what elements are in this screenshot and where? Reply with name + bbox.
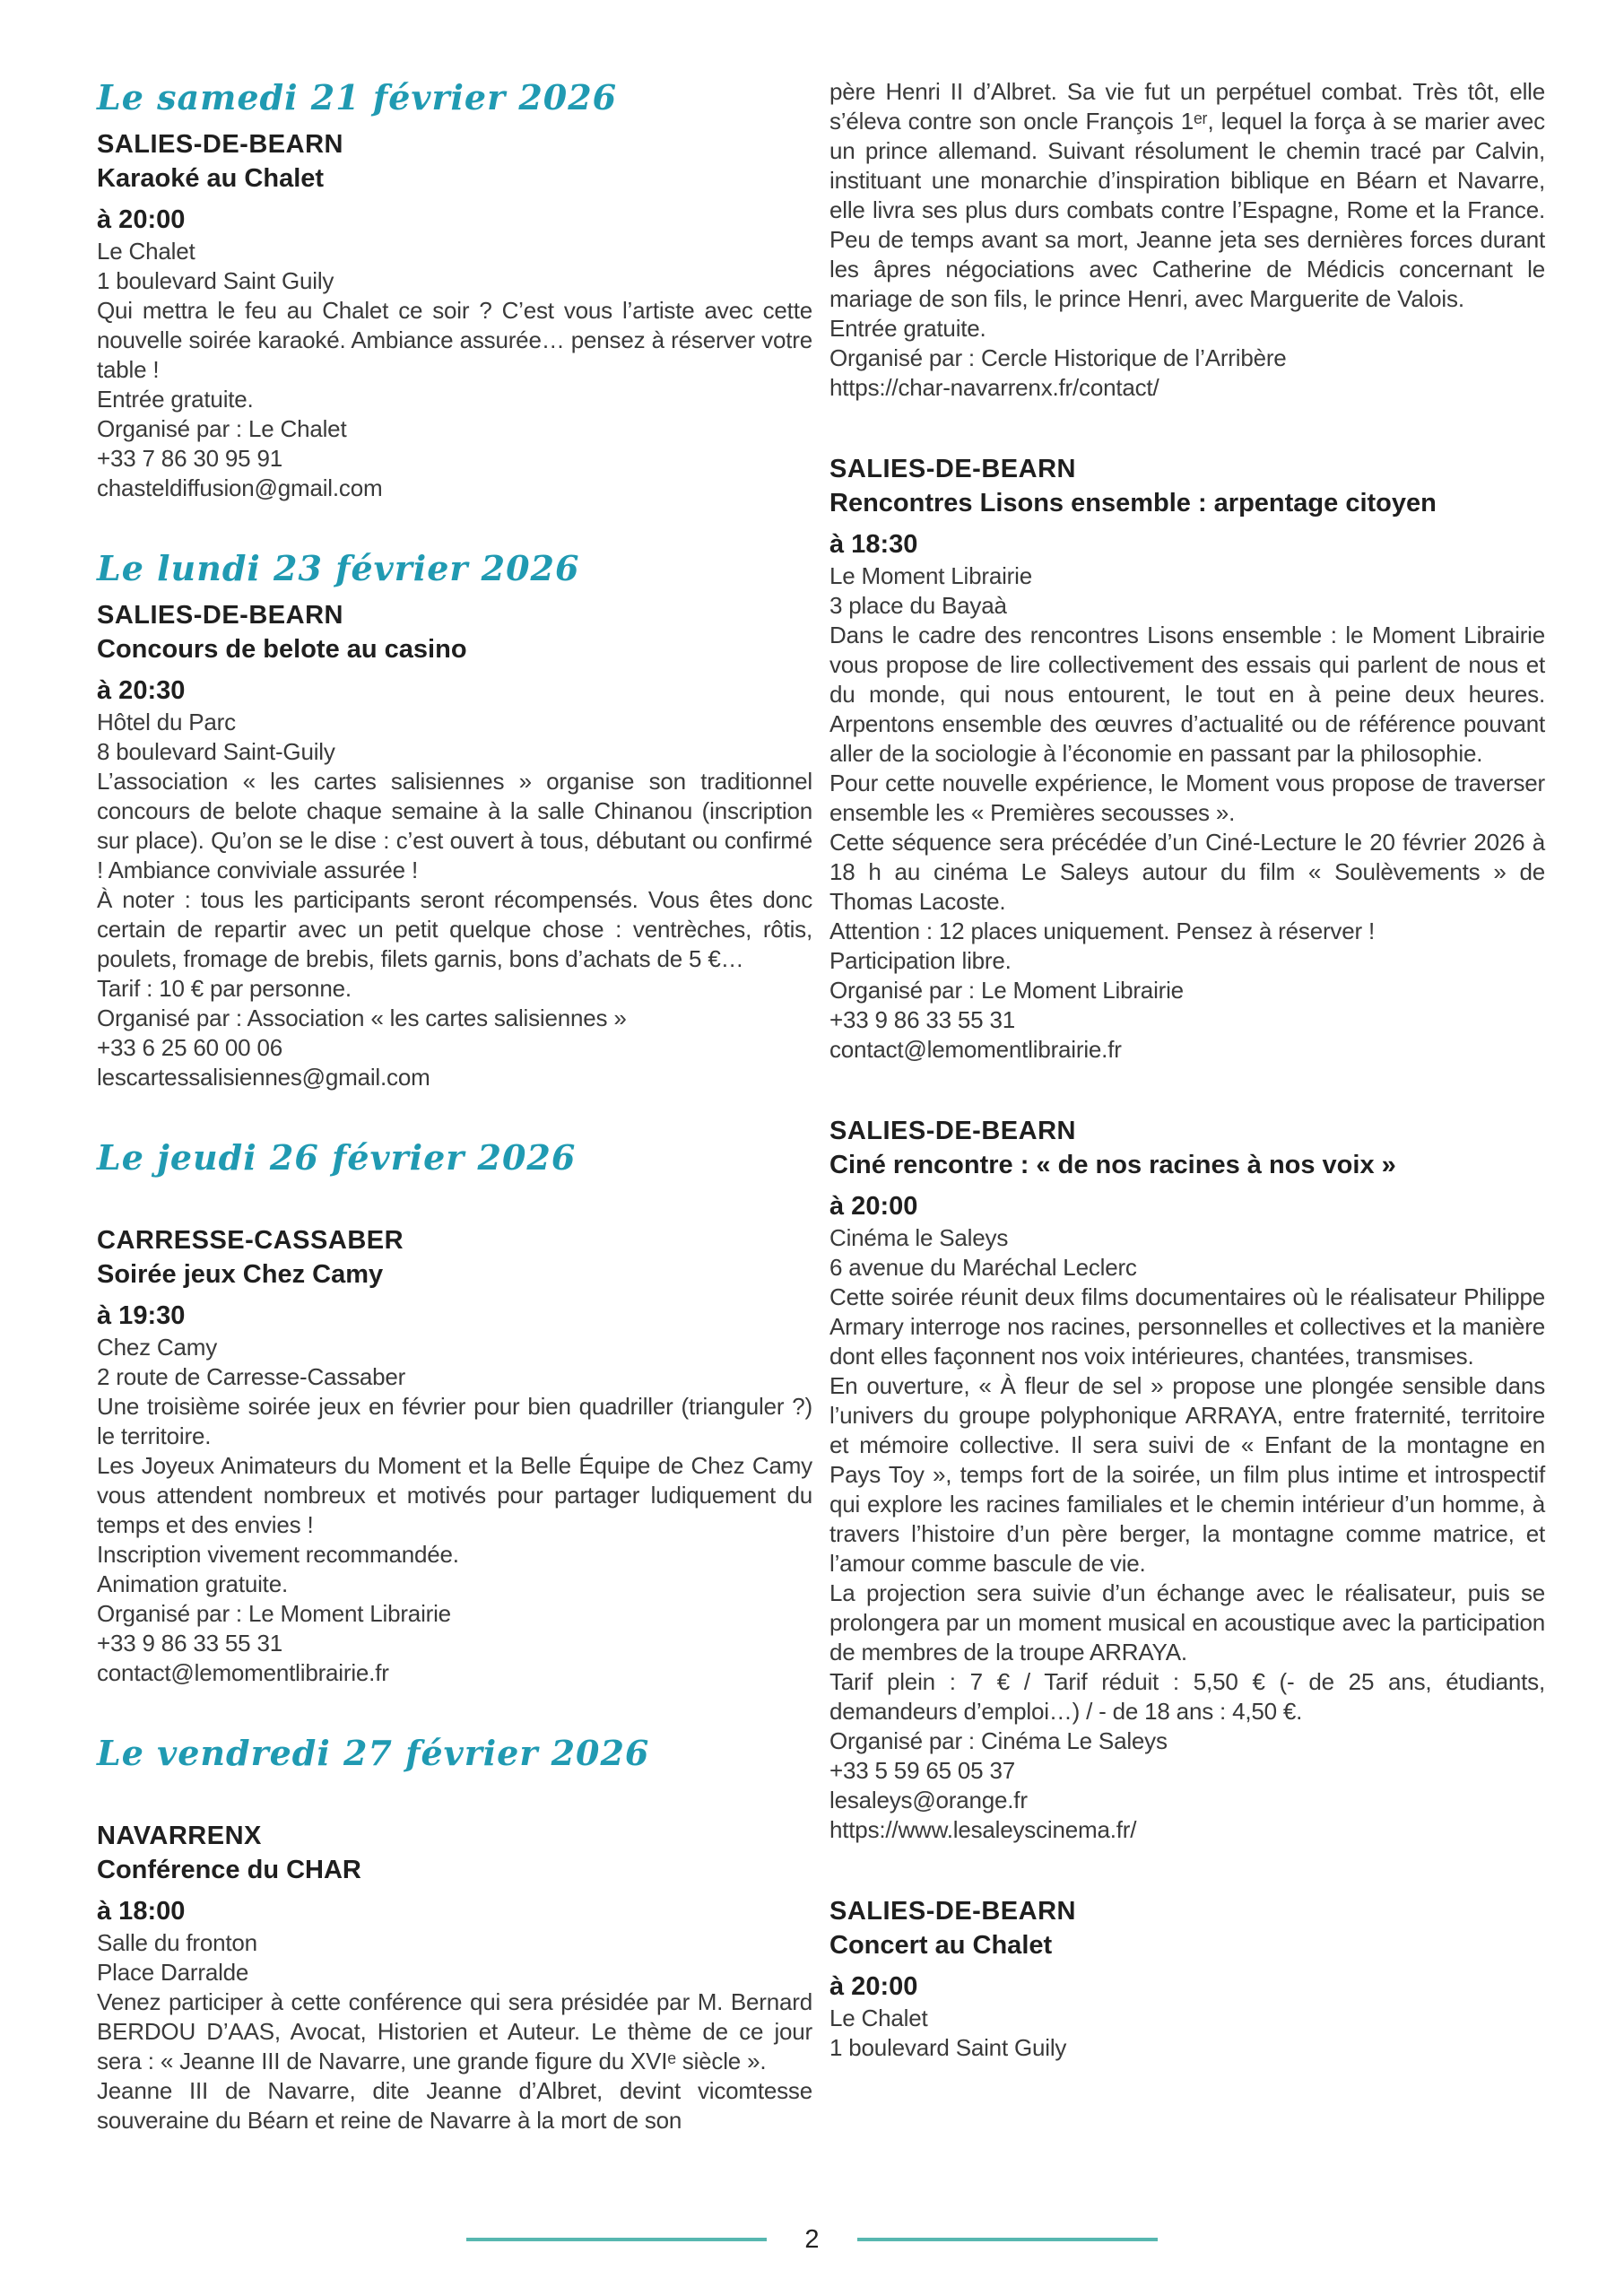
date-heading: Le lundi 23 février 2026 <box>97 548 580 588</box>
date-heading: Le samedi 21 février 2026 <box>97 77 618 117</box>
event-description: Cette séquence sera précédée d’un Ciné-Lecture le 20 février 2026 à 18 h au cinéma Le Saleys autour du film « Soulèvements » de Thomas Lacoste. <box>829 829 1545 915</box>
event-detail-line: 3 place du Bayaà <box>829 592 1007 619</box>
spacer <box>97 1187 812 1223</box>
event-detail-line: Le Chalet <box>97 238 195 265</box>
event-city: CARRESSE-CASSABER <box>97 1226 404 1255</box>
date-heading: Le jeudi 26 février 2026 <box>97 1137 577 1178</box>
event-title: Soirée jeux Chez Camy <box>97 1260 384 1289</box>
event-description: Les Joyeux Animateurs du Moment et la Belle Équipe de Chez Camy vous attendent nombreux et motivés pour partager ludiquement du temps et des envies ! <box>97 1452 812 1538</box>
event-time: à 20:00 <box>829 1972 918 2001</box>
column-right <box>829 77 1545 2063</box>
event-detail-line: Participation libre. <box>829 947 1012 974</box>
event-detail-line: Entrée gratuite. <box>829 315 986 342</box>
event-detail-line: contact@lemomentlibrairie.fr <box>97 1659 389 1686</box>
spacer <box>97 1688 812 1733</box>
spacer <box>97 503 812 548</box>
event-time: à 20:30 <box>97 676 186 705</box>
footer-rule-left <box>466 2238 767 2241</box>
event-detail-line: Entrée gratuite. <box>97 386 254 413</box>
event-detail-line: +33 7 86 30 95 91 <box>97 445 282 472</box>
event-detail-line: Organisé par : Le Moment Librairie <box>97 1600 451 1627</box>
event-detail-line: Inscription vivement recommandée. <box>97 1541 459 1568</box>
event-detail-line: Animation gratuite. <box>97 1570 288 1597</box>
event-description: L’association « les cartes salisiennes » organise son traditionnel concours de belote chaque semaine à la salle Chinanou (inscription sur place). Qu’on se le dise : c’est ouvert à tous, débutant ou confirmé ! Ambiance conviviale assurée ! <box>97 768 812 883</box>
page-footer <box>0 2226 1624 2253</box>
event-detail-line: 1 boulevard Saint Guily <box>829 2034 1067 2061</box>
event-title: Karaoké au Chalet <box>97 164 325 193</box>
event-time: à 18:00 <box>97 1897 186 1926</box>
date-heading: Le vendredi 27 février 2026 <box>97 1733 650 1773</box>
event-city: NAVARRENX <box>97 1822 262 1850</box>
event-time: à 20:00 <box>97 205 186 234</box>
event-title: Rencontres Lisons ensemble : arpentage citoyen <box>829 489 1437 517</box>
spacer <box>97 1092 812 1137</box>
page-number: 2 <box>804 2225 820 2254</box>
event-detail-line: +33 6 25 60 00 06 <box>97 1034 282 1061</box>
event-detail-line: Place Darralde <box>97 1959 249 1986</box>
event-title: Conférence du CHAR <box>97 1856 361 1884</box>
event-time: à 18:30 <box>829 530 918 559</box>
event-city: SALIES-DE-BEARN <box>829 1897 1076 1926</box>
event-description: Pour cette nouvelle expérience, le Moment vous propose de traverser ensemble les « Premières secousses ». <box>829 770 1545 826</box>
event-detail-line: contact@lemomentlibrairie.fr <box>829 1036 1122 1063</box>
event-detail-line: 1 boulevard Saint Guily <box>97 267 334 294</box>
event-detail-line: Le Chalet <box>829 2005 928 2031</box>
event-title: Ciné rencontre : « de nos racines à nos voix » <box>829 1151 1396 1179</box>
event-detail-line: Salle du fronton <box>97 1929 257 1956</box>
event-description: Venez participer à cette conférence qui sera présidée par M. Bernard BERDOU D’AAS, Avocat, Historien et Auteur. Le thème de ce jour sera : « Jeanne III de Navarre, une grande figure du XVIᵉ siècle ». <box>97 1988 812 2074</box>
event-detail-line: Le Moment Librairie <box>829 562 1032 589</box>
event-detail-line: Organisé par : Cinéma Le Saleys <box>829 1727 1168 1754</box>
event-detail-line: +33 5 59 65 05 37 <box>829 1757 1015 1784</box>
event-detail-line: Chez Camy <box>97 1334 218 1361</box>
event-description: Cette soirée réunit deux films documentaires où le réalisateur Philippe Armary interroge nos racines, personnelles et collectives et la manière dont elles façonnent nos voix intérieures, chantées, transmises. <box>829 1283 1545 1370</box>
event-detail-line: +33 9 86 33 55 31 <box>829 1006 1015 1033</box>
event-description: À noter : tous les participants seront récompensés. Vous êtes donc certain de repartir avec un petit quelque chose : ventrèches, rôtis, poulets, fromage de brebis, filets garnis, bons d’achats de 5 €… <box>97 886 812 972</box>
spacer <box>829 403 1545 452</box>
event-detail-line: 8 boulevard Saint-Guily <box>97 738 335 765</box>
event-time: à 20:00 <box>829 1192 918 1221</box>
event-title: Concert au Chalet <box>829 1931 1053 1960</box>
event-detail-line: Organisé par : Le Chalet <box>97 415 347 442</box>
event-time: à 19:30 <box>97 1301 186 1330</box>
event-detail-line: Organisé par : Cercle Historique de l’Arribère <box>829 344 1287 371</box>
event-detail-line: Organisé par : Le Moment Librairie <box>829 977 1184 1004</box>
spacer <box>829 1845 1545 1894</box>
event-description: Dans le cadre des rencontres Lisons ensemble : le Moment Librairie vous propose de lire collectivement des essais qui parlent de nous et du monde, qui nous entourent, le tout en à peine deux heures. Arpentons ensemble des œuvres d’actualité ou de référence pouvant aller de la sociologie à l’économie en passant par la philosophie. <box>829 622 1545 767</box>
event-detail-line: Tarif : 10 € par personne. <box>97 975 352 1002</box>
event-detail-line: +33 9 86 33 55 31 <box>97 1630 282 1657</box>
event-city: SALIES-DE-BEARN <box>829 1117 1076 1145</box>
event-detail-line: 2 route de Carresse-Cassaber <box>97 1363 406 1390</box>
event-detail-line: Cinéma le Saleys <box>829 1224 1009 1251</box>
event-detail-line: lescartessalisiennes@gmail.com <box>97 1064 430 1091</box>
event-detail-line: 6 avenue du Maréchal Leclerc <box>829 1254 1137 1281</box>
event-description: Tarif plein : 7 € / Tarif réduit : 5,50 € (- de 25 ans, étudiants, demandeurs d’emploi…) / - de 18 ans : 4,50 €. <box>829 1668 1545 1725</box>
event-detail-line: Organisé par : Association « les cartes salisiennes » <box>97 1004 627 1031</box>
event-description: Jeanne III de Navarre, dite Jeanne d’Albret, devint vicomtesse souveraine du Béarn et reine de Navarre à la mort de son <box>97 2077 812 2134</box>
event-description: Une troisième soirée jeux en février pour bien quadriller (trianguler ?) le territoire. <box>97 1393 812 1449</box>
event-description: Attention : 12 places uniquement. Pensez à réserver ! <box>829 918 1375 944</box>
footer-rule-right <box>857 2238 1158 2241</box>
column-left <box>97 77 812 2135</box>
event-description: Qui mettra le feu au Chalet ce soir ? C’est vous l’artiste avec cette nouvelle soirée karaoké. Ambiance assurée… pensez à réserver votre table ! <box>97 297 812 383</box>
event-detail-line: Hôtel du Parc <box>97 709 236 735</box>
event-detail-line: lesaleys@orange.fr <box>829 1787 1028 1813</box>
event-description: La projection sera suivie d’un échange avec le réalisateur, puis se prolongera par un moment musical en acoustique avec la participation de membres de la troupe ARRAYA. <box>829 1579 1545 1665</box>
event-description: En ouverture, « À fleur de sel » propose une plongée sensible dans l’univers du groupe polyphonique ARRAYA, entre fraternité, territoire et mémoire collective. Il sera suivi de « Enfant de la montagne en Pays Toy », temps fort de la soirée, un film plus intime et introspectif qui explore les racines familiales et le chemin intérieur d’un homme, à travers l’histoire d’un père berger, la montagne comme matrice, et l’amour comme bascule de vie. <box>829 1372 1545 1577</box>
event-city: SALIES-DE-BEARN <box>97 130 343 159</box>
spacer <box>97 1783 812 1819</box>
event-description: père Henri II d’Albret. Sa vie fut un perpétuel combat. Très tôt, elle s’éleva contre son oncle François 1ᵉʳ, lequel la força à se marier avec un prince allemand. Suivant résolument le chemin tracé par Calvin, instituant une monarchie d’inspiration biblique en Béarn et Navarre, elle livra ses plus durs combats contre l’Espagne, Rome et la France. Peu de temps avant sa mort, Jeanne jeta ses dernières forces durant les âpres négociations avec Catherine de Médicis concernant le mariage de son fils, le prince Henri, avec Marguerite de Valois. <box>829 78 1545 312</box>
event-detail-line: chasteldiffusion@gmail.com <box>97 474 383 501</box>
event-title: Concours de belote au casino <box>97 635 467 664</box>
event-detail-line: https://char-navarrenx.fr/contact/ <box>829 374 1159 401</box>
event-city: SALIES-DE-BEARN <box>829 455 1076 483</box>
event-detail-line: https://www.lesaleyscinema.fr/ <box>829 1816 1137 1843</box>
event-city: SALIES-DE-BEARN <box>97 601 343 630</box>
spacer <box>829 1065 1545 1114</box>
